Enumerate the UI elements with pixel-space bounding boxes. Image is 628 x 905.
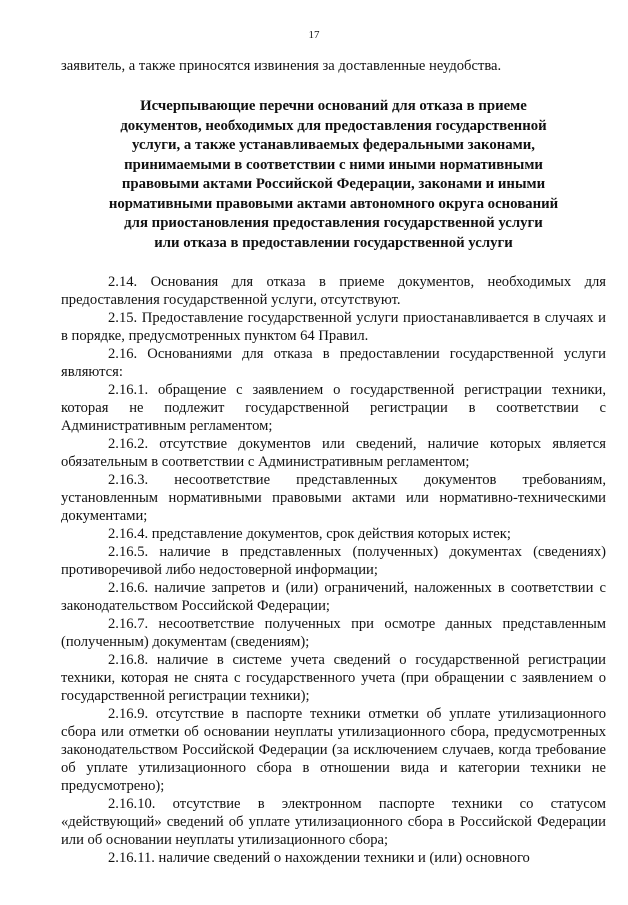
paragraph-2-16-2: 2.16.2. отсутствие документов или сведений, наличие которых является обязательным в соответствии с Административным регламентом; [61,436,606,470]
paragraph-2-16-8: 2.16.8. наличие в системе учета сведений о государственной регистрации техники, которая не снята с государственного учета (при обращении с заявлением о государственной регистрации техники); [61,652,606,704]
paragraph-2-16-10: 2.16.10. отсутствие в электронном паспорте техники со статусом «действующий» сведений об уплате утилизационного сбора в Российской Федерации или об основании неуплаты утилизационного сбора; [61,796,606,848]
paragraph-2-16-1: 2.16.1. обращение с заявлением о государственной регистрации техники, которая не подлежит государственной регистрации в соответствии с Административным регламентом; [61,382,606,434]
paragraph-2-16-9: 2.16.9. отсутствие в паспорте техники отметки об уплате утилизационного сбора или отметки об основании неуплаты утилизационного сбора, предусмотренных законодательством Российской Федерации (за исключением случаев, когда требование об уплате утилизационного сбора в отношении вида и категории техники не предусмотрено); [61,706,606,794]
paragraph-2-16: 2.16. Основаниями для отказа в предоставлении государственной услуги являются: [61,346,606,380]
heading-line: услуги, а также устанавливаемых федеральными законами, [132,137,535,153]
heading-line: для приостановления предоставления государственной услуги [124,215,543,231]
heading-line: или отказа в предоставлении государственной услуги [154,234,513,251]
heading-line: нормативными правовыми актами автономного округа оснований [108,195,559,212]
paragraph-2-16-3: 2.16.3. несоответствие представленных документов требованиям, установленным нормативными правовыми актами или нормативно-техническими документами; [61,472,606,524]
paragraph-2-16-4: 2.16.4. представление документов, срок действия которых истек; [108,526,511,542]
heading-line: Исчерпывающие перечни оснований для отказа в приеме [140,98,527,114]
paragraph-2-16-5: 2.16.5. наличие в представленных (полученных) документах (сведениях) противоречивой либо недостоверной информации; [61,544,606,578]
heading-line: документов, необходимых для предоставления государственной [120,117,547,134]
heading-line: правовыми актами Российской Федерации, законами и иными [121,176,546,192]
page-number: 17 [308,29,320,41]
heading-line: принимаемыми в соответствии с ними иными нормативными [124,156,543,173]
intro-text: заявитель, а также приносятся извинения за доставленные неудобства. [61,58,502,74]
document-body [61,57,606,867]
paragraph-2-16-6: 2.16.6. наличие запретов и (или) ограничений, наложенных в соответствии с законодательством Российской Федерации; [61,580,606,614]
paragraph-2-15: 2.15. Предоставление государственной услуги приостанавливается в случаях и в порядке, предусмотренных пунктом 64 Правил. [61,310,606,344]
paragraph-2-16-11: 2.16.11. наличие сведений о нахождении техники и (или) основного [108,850,530,866]
section-heading [61,97,606,253]
paragraph-2-14: 2.14. Основания для отказа в приеме документов, необходимых для предоставления государственной услуги, отсутствуют. [61,274,606,308]
paragraph-2-16-7: 2.16.7. несоответствие полученных при осмотре данных представленным (полученным) документам (сведениям); [61,616,606,650]
